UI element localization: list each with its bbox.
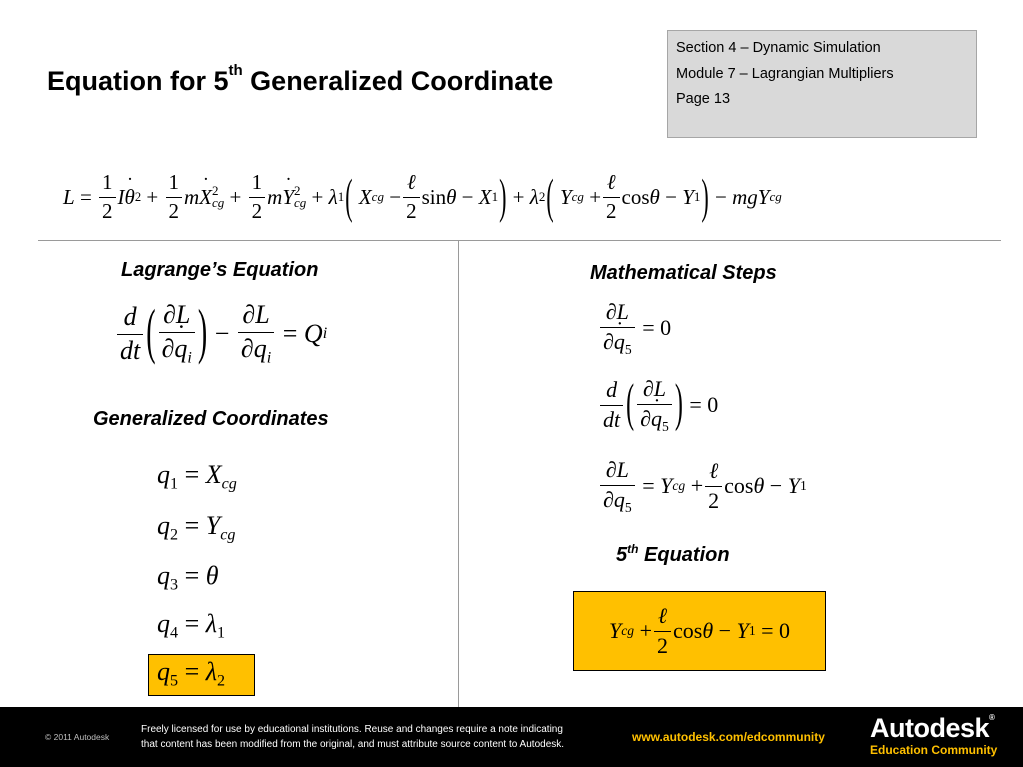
coordinate-q5: $q_5 = \lambda_2$ — [157, 657, 226, 690]
copyright-text: © 2011 Autodesk — [45, 732, 110, 742]
step-2: $\frac{d}{dt}$ ( $\frac{\partial L}{\partial q ˙_5}$ ) = 0 — [598, 376, 718, 435]
vertical-divider — [458, 241, 459, 707]
lagrange-equation: $\frac{d}{dt}$ ( $\frac{\partial L}{\partial q ˙_i}$ ) − $\frac{\partial L}{\partial q_i}$ = Q i — [115, 300, 327, 368]
fifth-equation-heading: 5th Equation — [616, 542, 730, 566]
coordinate-q4: $q_4 = \lambda_1$ — [157, 609, 226, 642]
coordinate-q3: $q_3 = \theta$ — [157, 561, 219, 594]
lagrangian-equation: L = $\frac{1}{2}$ I θ ˙ 2 + $\frac{1}{2}$ m X ˙ 2 cg + $\frac{1}{2}$ m Y ˙ 2 cg + λ 1 ( X cg − $\frac{\text{ℓ}}{2}$ sin θ − X 1 ) + λ 2 ( Y cg + $\frac{\text{ℓ}}{2}$ cos θ − Y 1 ) − mgY cg — [63, 163, 782, 231]
step-3: $\frac{\partial L}{\partial q_5}$ = Y cg + $\frac{\text{ℓ}}{2}$ cos θ − Y 1 — [598, 457, 807, 516]
page-label: Page 13 — [676, 91, 731, 107]
section-info-box — [667, 30, 977, 138]
education-community-label: Education Community — [870, 743, 998, 757]
coordinate-q2: $q_2 = Y_{cg}$ — [157, 511, 236, 544]
module-label: Module 7 – Lagrangian Multipliers — [676, 65, 894, 82]
coordinates-heading: Generalized Coordinates — [93, 408, 329, 430]
coordinate-q1: $q_1 = X_{cg}$ — [157, 460, 237, 493]
autodesk-logo: Autodesk® — [870, 713, 995, 743]
section-label: Section 4 – Dynamic Simulation — [676, 40, 881, 56]
steps-heading: Mathematical Steps — [590, 262, 777, 284]
horizontal-divider — [38, 240, 1001, 241]
step-1: $\frac{\partial L}{\partial q ˙_5}$ = 0 — [598, 299, 671, 358]
fifth-equation-box: Y cg + $\frac{\text{ℓ}}{2}$ cos θ − Y 1 = 0 — [573, 591, 826, 671]
license-text: Freely licensed for use by educational institutions. Reuse and changes require a note indicating that content has been modified from the original, and must attribute source content to Autodesk. — [141, 724, 565, 750]
lagrange-heading: Lagrange’s Equation — [121, 259, 319, 281]
edcommunity-link[interactable]: www.autodesk.com/edcommunity — [632, 730, 825, 744]
page-title: Equation for 5th Generalized Coordinate — [47, 62, 554, 96]
